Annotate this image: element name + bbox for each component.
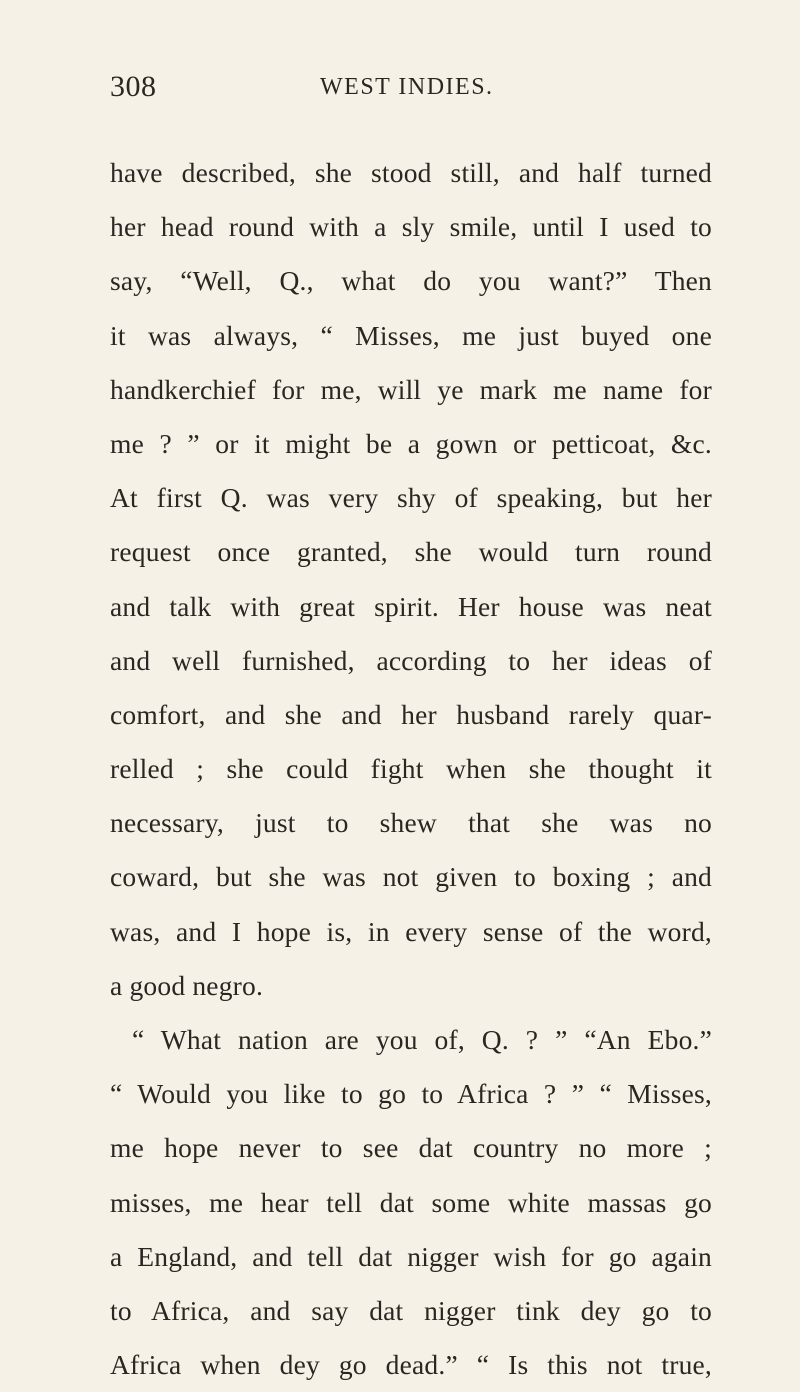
text-line: it was always, “ Misses, me just buyed one <box>110 319 712 351</box>
text-line: a good negro. <box>110 969 264 1001</box>
text-line: me hope never to see dat country no more ; <box>110 1132 712 1164</box>
page-number: 308 <box>110 70 157 103</box>
text-line: me ? ” or it might be a gown or petticoat, &c. <box>110 427 712 459</box>
page-header <box>110 70 710 110</box>
text-line: Africa when dey go dead.” “ Is this not true, <box>110 1349 712 1381</box>
text-line: At first Q. was very shy of speaking, but her <box>110 482 712 514</box>
text-line: have described, she stood still, and half turned <box>110 157 712 188</box>
text-line: handkerchief for me, will ye mark me name for <box>110 373 712 405</box>
text-line: a England, and tell dat nigger wish for go again <box>110 1240 712 1272</box>
text-line: misses, me hear tell dat some white massas go <box>110 1186 712 1218</box>
text-line: “ Would you like to go to Africa ? ” “ Misses, <box>110 1078 712 1110</box>
text-line: say, “Well, Q., what do you want?” Then <box>110 265 712 297</box>
text-line: comfort, and she and her husband rarely quar- <box>110 698 712 730</box>
text-line: to Africa, and say dat nigger tink dey go to <box>110 1294 712 1326</box>
text-line: was, and I hope is, in every sense of the word, <box>110 915 712 947</box>
text-line: her head round with a sly smile, until I used to <box>110 211 712 243</box>
text-line: necessary, just to shew that she was no <box>110 807 712 839</box>
body-text <box>110 146 712 1392</box>
text-line: and talk with great spirit. Her house was neat <box>110 590 712 622</box>
text-line: coward, but she was not given to boxing ; and <box>110 861 712 893</box>
text-line: “ What nation are you of, Q. ? ” “An Ebo.” <box>132 1024 712 1055</box>
running-head: WEST INDIES. <box>320 74 494 100</box>
text-line: relled ; she could fight when she thought it <box>110 753 712 785</box>
text-line: and well furnished, according to her ideas of <box>110 644 712 676</box>
text-line: request once granted, she would turn round <box>110 536 712 568</box>
